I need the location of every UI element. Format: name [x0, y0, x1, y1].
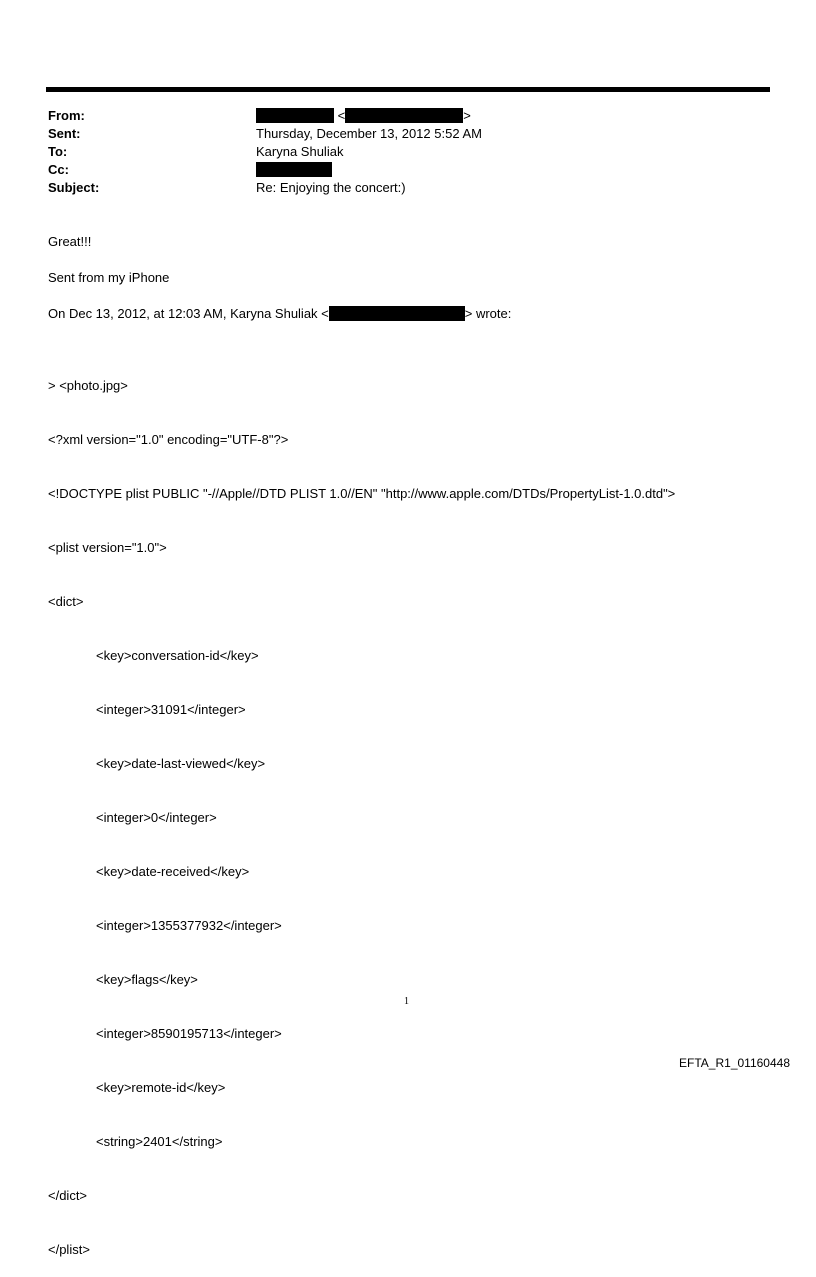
quote-attribution-line [48, 305, 511, 323]
cc-label: Cc: [48, 162, 69, 177]
plist-attachment-block [48, 341, 675, 1277]
attachment-line: </dict> [48, 1188, 88, 1203]
from-label: From: [48, 108, 85, 123]
attachment-line: <key>date-received</key> [96, 864, 250, 879]
from-gt: > [463, 108, 471, 123]
attachment-line: <!DOCTYPE plist PUBLIC "-//Apple//DTD PLIST 1.0//EN" "http://www.apple.com/DTDs/PropertyList-1.0.dtd"> [48, 486, 676, 501]
from-value [256, 107, 471, 125]
sent-label: Sent: [48, 126, 81, 141]
attachment-line: <dict> [48, 594, 84, 609]
attachment-line: <string>2401</string> [96, 1134, 223, 1149]
attachment-line: <integer>1355377932</integer> [96, 918, 282, 933]
quote-suffix: > wrote: [464, 306, 512, 321]
redaction-box [256, 108, 334, 123]
subject-label: Subject: [48, 180, 100, 195]
attachment-line: <key>conversation-id</key> [96, 648, 259, 663]
redaction-box [329, 306, 465, 321]
to-value: Karyna Shuliak [256, 144, 344, 159]
attachment-line: </plist> [48, 1242, 90, 1257]
attachment-line: <key>date-last-viewed</key> [96, 756, 266, 771]
from-lt: < [337, 108, 346, 123]
body-line-signature: Sent from my iPhone [48, 270, 170, 285]
sent-value: Thursday, December 13, 2012 5:52 AM [256, 126, 482, 141]
subject-value: Re: Enjoying the concert:) [256, 180, 406, 195]
attachment-line: <integer>31091</integer> [96, 702, 246, 717]
attachment-line: <key>flags</key> [96, 972, 198, 987]
bates-number: EFTA_R1_01160448 [679, 1056, 790, 1070]
redaction-box [256, 162, 332, 177]
to-label: To: [48, 144, 68, 159]
attachment-line: <integer>0</integer> [96, 810, 217, 825]
attachment-line: <integer>8590195713</integer> [96, 1026, 282, 1041]
page-number: 1 [404, 996, 409, 1007]
attachment-line: <plist version="1.0"> [48, 540, 167, 555]
attachment-line: > <photo.jpg> [48, 378, 128, 393]
attachment-line: <key>remote-id</key> [96, 1080, 226, 1095]
cc-value [256, 161, 332, 179]
redaction-box [345, 108, 463, 123]
attachment-line: <?xml version="1.0" encoding="UTF-8"?> [48, 432, 289, 447]
header-divider-rule [46, 87, 770, 92]
quote-prefix: On Dec 13, 2012, at 12:03 AM, Karyna Shuliak < [48, 306, 329, 321]
body-line-greeting: Great!!! [48, 234, 92, 249]
